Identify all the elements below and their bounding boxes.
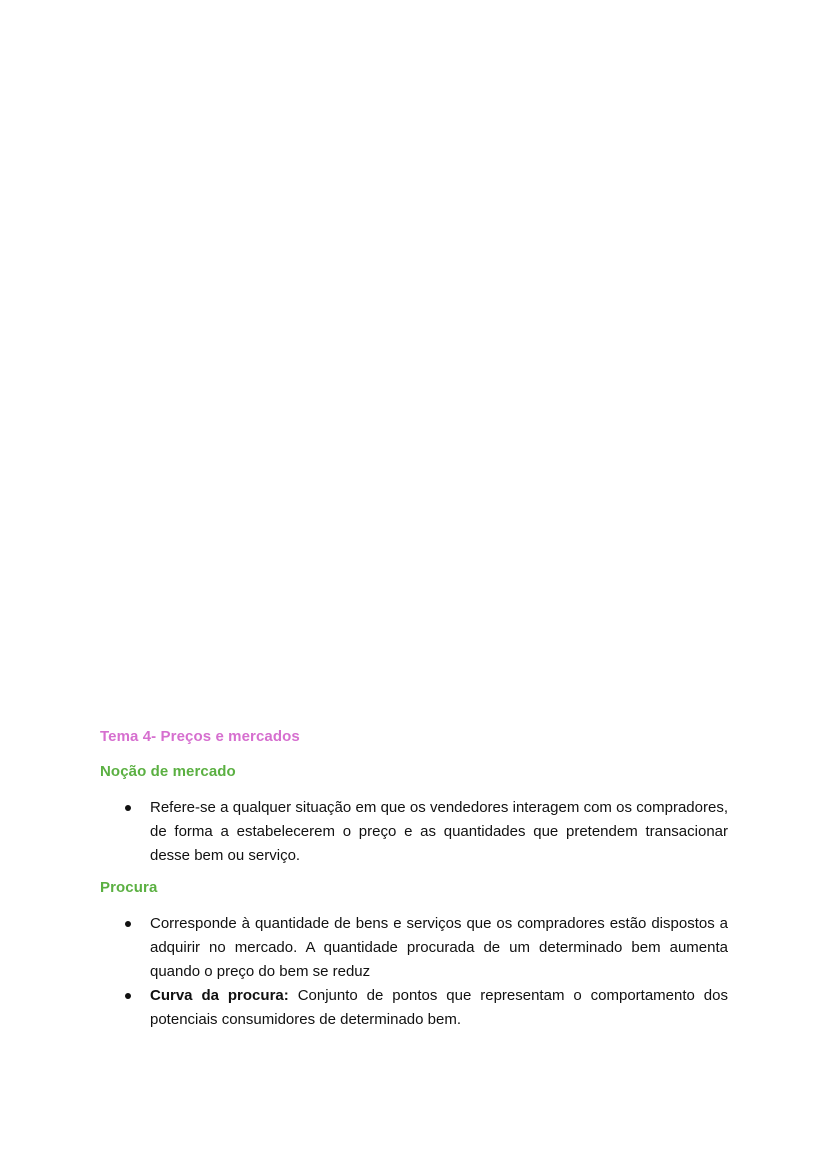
list-item xyxy=(100,912,728,984)
page-content xyxy=(100,727,728,1042)
bullet-text: Refere-se a qualquer situação em que os vendedores interagem com os compradores, de forma a estabelecerem o preço e as quantidades que pretendem transacionar desse bem ou serviço. xyxy=(150,799,728,864)
tema-title: Tema 4- Preços e mercados xyxy=(100,728,300,745)
section-heading-procura: Procura xyxy=(100,879,158,896)
bullet-icon xyxy=(125,993,131,999)
bullet-list-nocao-de-mercado xyxy=(100,796,728,868)
bullet-text: Conjunto de pontos que representam o comportamento dos potenciais consumidores de determinado bem. xyxy=(150,987,728,1028)
list-item xyxy=(100,984,728,1032)
section-heading-nocao-de-mercado: Noção de mercado xyxy=(100,763,236,780)
bullet-term: Curva da procura: xyxy=(150,987,289,1004)
bullet-icon xyxy=(125,805,131,811)
bullet-list-procura xyxy=(100,912,728,1032)
bullet-text: Corresponde à quantidade de bens e serviços que os compradores estão dispostos a adquirir no mercado. A quantidade procurada de um determinado bem aumenta quando o preço do bem se reduz xyxy=(150,915,728,980)
list-item xyxy=(100,796,728,868)
bullet-icon xyxy=(125,921,131,927)
